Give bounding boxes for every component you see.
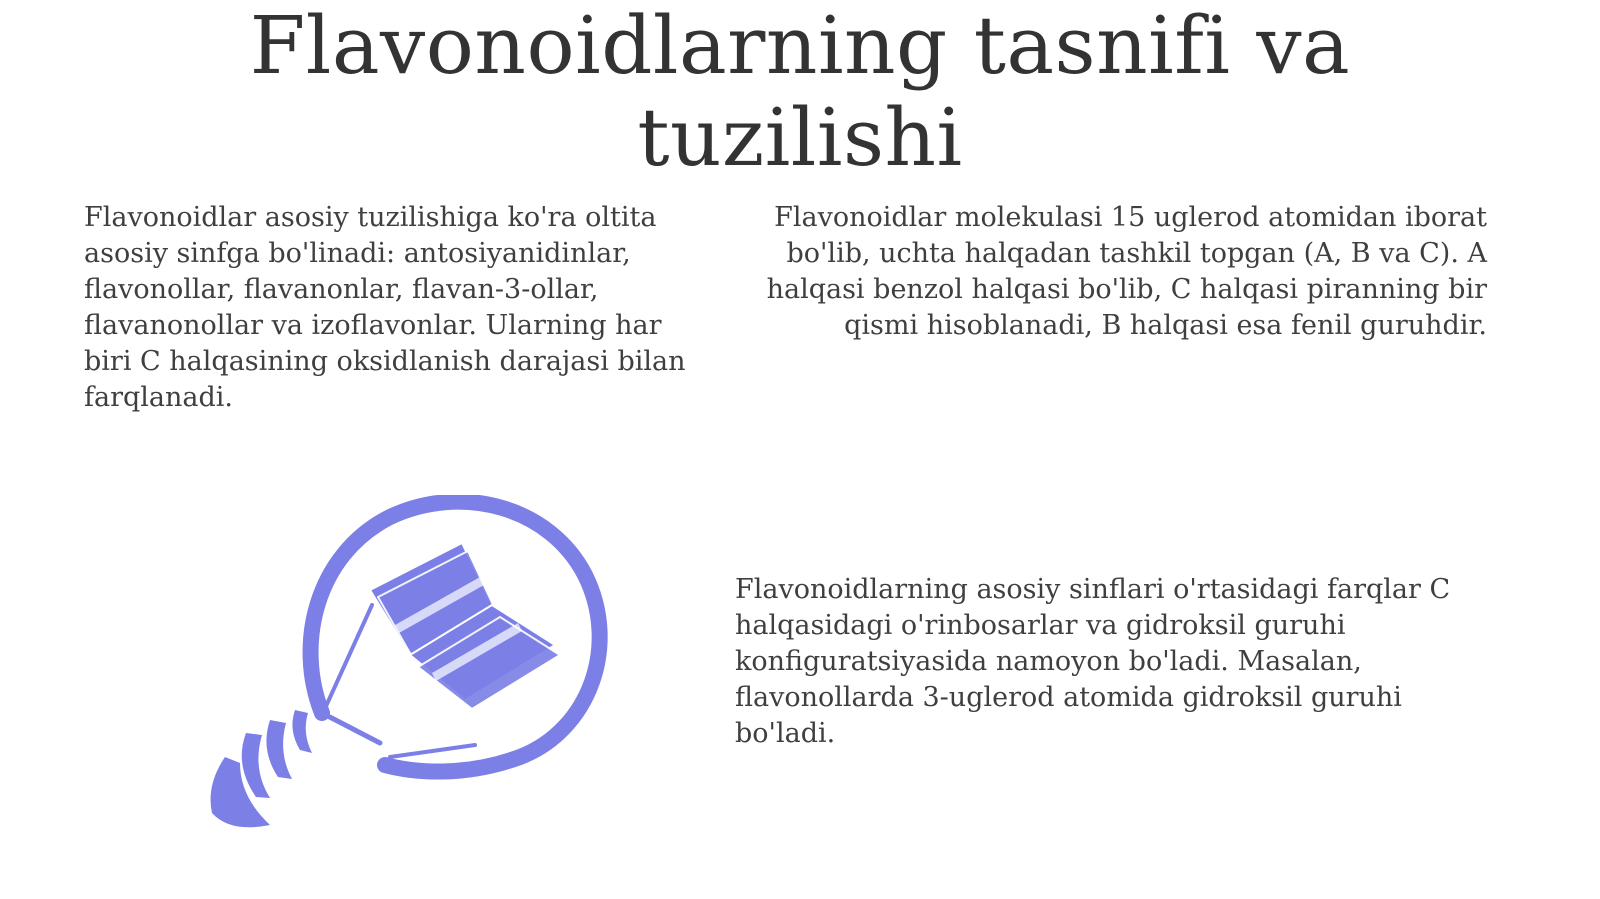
paragraph-differences: Flavonoidlarning asosiy sinflari o'rtasidagi farqlar C halqasidagi o'rinbosarlar va gidroksil guruhi konfiguratsiyasida namoyon bo'ladi. Masalan, flavonollarda 3-uglerod atomida gidroksil guruhi bo'ladi. — [735, 574, 1451, 749]
paragraph-classification: Flavonoidlar asosiy tuzilishiga ko'ra oltita asosiy sinfga bo'linadi: antosiyanidinlar, flavonollar, flavanonlar, flavan-3-ollar, flavanonollar va izoflavonlar. Ularning har biri C halqasining oksidlanish darajasi bilan farqlanadi. — [84, 202, 686, 413]
lightbulb-book-icon — [200, 495, 620, 855]
slide-title: Flavonoidlarning tasnifi va tuzilishi — [249, 0, 1351, 184]
paragraph-structure: Flavonoidlar molekulasi 15 uglerod atomidan iborat bo'lib, uchta halqadan tashkil topgan (A, B va C). A halqasi benzol halqasi bo'lib, C halqasi piranning bir qismi hisoblanadi, B halqasi esa fenil guruhdir. — [766, 202, 1487, 341]
